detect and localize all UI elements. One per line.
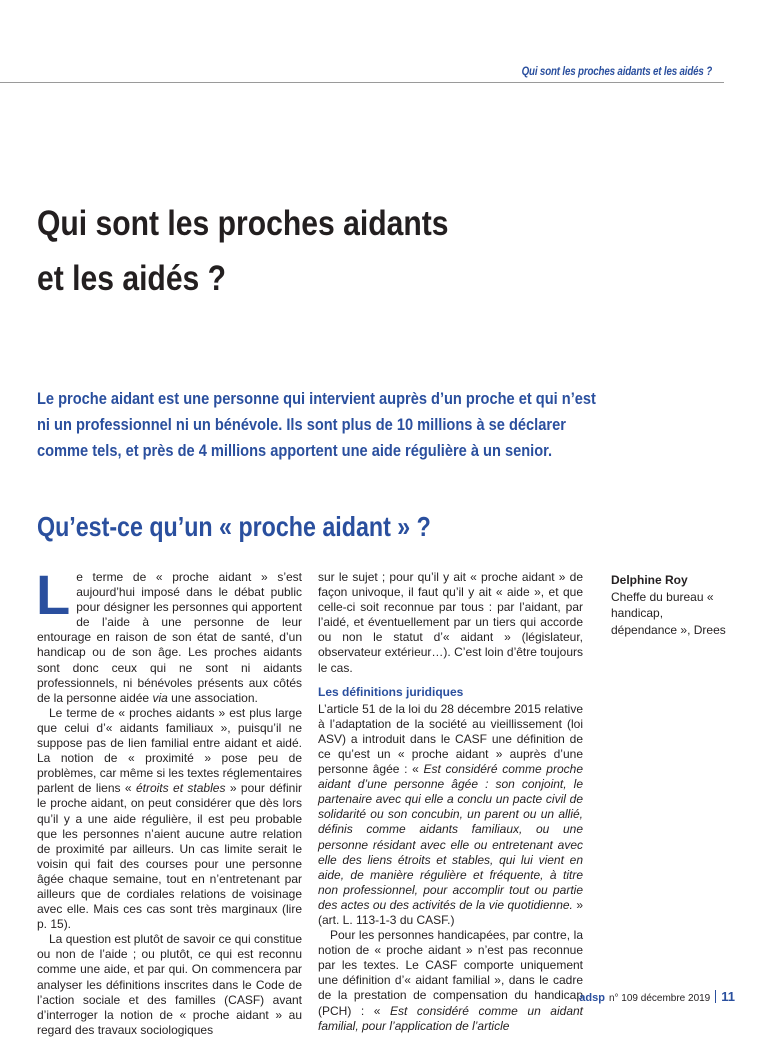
paragraph-2-text: Le terme de « proches aidants » est plus large que celui d’« aidants familiaux », puisqu’il ne suppose pas de lien familial entre aidant et aidé. La notion de « proximité » pose peu de problèmes, car même si les textes réglementaires parlent de liens «: [37, 705, 302, 796]
text-column-1: [36, 563, 302, 1038]
subheading-legal-definitions: Les définitions juridiques: [318, 684, 464, 699]
issue-info: n° 109 décembre 2019: [608, 993, 711, 1004]
paragraph-6: [318, 928, 583, 1034]
paragraph-6-quote: Est considéré comme un aidant familial, pour l’application de l’article: [318, 1003, 583, 1033]
page-title: [37, 196, 587, 306]
page-footer: [579, 988, 735, 1004]
paragraph-5-citation: » (art. L. 113-1-3 du CASF.): [318, 897, 583, 927]
paragraph-5: [318, 702, 583, 928]
title-line-1: Qui sont les proches aidants: [37, 204, 449, 243]
section-title: Qu’est-ce qu’un « proche aidant » ?: [37, 511, 431, 542]
drop-cap: L: [36, 563, 71, 626]
paragraph-1-emphasis: via: [152, 690, 168, 705]
paragraph-2-emphasis: étroits et stables: [135, 781, 226, 796]
paragraph-3: La question est plutôt de savoir ce qui constitue ou non de l’aide ; ou plutôt, ce qui est reconnu comme une aide, et par qui. On commencera par analyser les définitions inscrites dans le Code de l’action sociale et des familles (CASF) avant d’interroger la notion de « proche aidant » au regard des travaux sociologiques: [37, 932, 302, 1037]
paragraph-2-text-end: » pour définir le proche aidant, on peut considérer que dès lors qu’il y a une aide régulière, il est peu probable que les personnes n’aient aucune autre relation de proximité par ailleurs. Un cas limite serait le voisin qui fait des courses pour une personne âgée chaque semaine, tout en n’entretenant par ailleurs que de cordiales relations de voisinage avec elle. Mais ces cas sont très marginaux (lire p. 15).: [37, 781, 302, 932]
paragraph-5-quote: Est considéré comme proche aidant d’une personne âgée : son conjoint, le partenaire avec qui elle a conclu un pacte civil de solidarité ou son concubin, un parent ou un allié, définis comme aidants familiaux, ou une personne résidant avec elle ou entretenant avec elle des liens étroits et stables, qui lui vient en aide, de manière régulière et fréquente, à titre non professionnel, pour accomplir tout ou partie des actes ou des activités de la vie quotidienne.: [318, 762, 583, 912]
magazine-name: adsp: [579, 992, 605, 1004]
paragraph-4: sur le sujet ; pour qu’il y ait « proche aidant » de façon univoque, il faut qu’il y ait « aide », et que celle-ci soit reconnue par tous : par l’aidant, par l’aidé, et éventuellement par un tiers qui accorde ou non le statut d’« aidant » (législateur, observateur extérieur…). C’est loin d’être toujours le cas.: [318, 570, 583, 675]
author-role: Cheffe du bureau « handicap, dépendance », Drees: [611, 589, 726, 637]
header-rule: [0, 82, 724, 83]
author-box: [611, 572, 731, 638]
paragraph-1-text-end: une association.: [167, 690, 258, 705]
footer-separator: [715, 990, 716, 1003]
author-name: Delphine Roy: [611, 573, 688, 587]
title-line-2: et les aidés ?: [37, 259, 227, 298]
paragraph-1: [36, 563, 302, 706]
paragraph-1-text: e terme de « proche aidant » s’est aujourd’hui imposé dans le débat public pour désigner les personnes qui apportent de l’aide à une personne de leur entourage en raison de son état de santé, d’un handicap ou de son âge. Les proches aidants sont donc ceux qui ne sont ni aidants professionnels, ni bénévoles présents aux côtés de la personne aidée: [37, 570, 302, 705]
paragraph-6-text: Pour les personnes handicapées, par contre, la notion de « proche aidant » n’est pas reconnue par les textes. Le CASF comporte uniquement une définition d’« aidant familial », dans le cadre de la prestation de compensation du handicap (PCH) : «: [318, 928, 583, 1018]
page-number: 11: [721, 989, 735, 1004]
paragraph-2: [37, 706, 302, 932]
lede-paragraph: Le proche aidant est une personne qui intervient auprès d’un proche et qui n’est ni un professionnel ni un bénévole. Ils sont plus de 10 millions à se déclarer comme tels, et près de 4 millions apportent une aide régulière à un senior.: [37, 389, 596, 460]
text-column-2: [318, 570, 583, 1034]
paragraph-5-text: L’article 51 de la loi du 28 décembre 2015 relative à l’adaptation de la société au vieillissement (loi ASV) a introduit dans le CASF une définition de ce qu’est un « proche aidant » auprès d’une personne âgée : «: [318, 701, 583, 777]
running-head: Qui sont les proches aidants et les aidés ?: [521, 66, 712, 78]
